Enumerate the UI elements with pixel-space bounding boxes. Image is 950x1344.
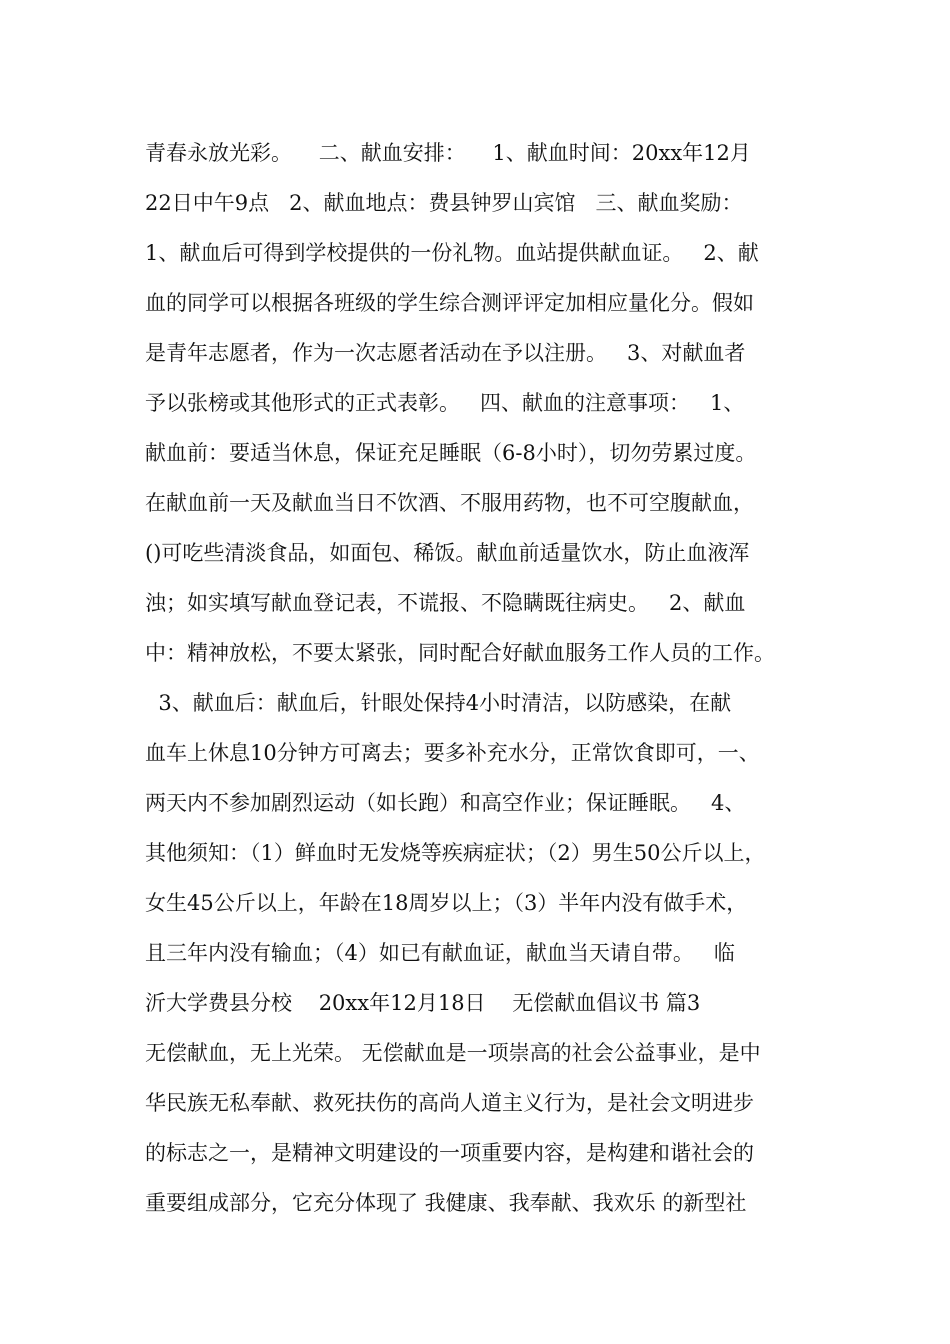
text-line: 血的同学可以根据各班级的学生综合测评评定加相应量化分。假如 <box>145 291 754 315</box>
body-text <box>145 128 835 1228</box>
text-line: 22日中午9点 2、献血地点：费县钟罗山宾馆 三、献血奖励： <box>145 191 743 215</box>
text-line: 1、献血后可得到学校提供的一份礼物。血站提供献血证。 2、献 <box>145 241 759 265</box>
text-line: 重要组成部分，它充分体现了 我健康、我奉献、我欢乐 的新型社 <box>145 1191 747 1215</box>
text-line: 3、献血后：献血后，针眼处保持4小时清洁，以防感染，在献 <box>145 691 732 715</box>
text-line: ()可吃些清淡食品，如面包、稀饭。献血前适量饮水，防止血液浑 <box>145 541 750 565</box>
text-line: 且三年内没有输血；（4）如已有献血证，献血当天请自带。 临 <box>145 941 735 965</box>
text-line: 沂大学费县分校 20xx年12月18日 无偿献血倡议书 篇3 <box>145 991 701 1015</box>
text-line: 女生45公斤以上，年龄在18周岁以上；（3）半年内没有做手术， <box>145 891 748 915</box>
text-line: 献血前：要适当休息，保证充足睡眠（6-8小时），切勿劳累过度。 <box>145 441 757 465</box>
text-line: 两天内不参加剧烈运动（如长跑）和高空作业；保证睡眠。 4、 <box>145 791 746 815</box>
text-line: 是青年志愿者，作为一次志愿者活动在予以注册。 3、对献血者 <box>145 341 746 365</box>
text-line: 在献血前一天及献血当日不饮酒、不服用药物，也不可空腹献血， <box>145 491 754 515</box>
text-line: 浊；如实填写献血登记表，不谎报、不隐瞒既往病史。 2、献血 <box>145 591 746 615</box>
text-line: 的标志之一，是精神文明建设的一项重要内容，是构建和谐社会的 <box>145 1141 754 1165</box>
text-line: 无偿献血，无上光荣。 无偿献血是一项崇高的社会公益事业，是中 <box>145 1041 761 1065</box>
text-line: 青春永放光彩。 二、献血安排： 1、献血时间：20xx年12月 <box>145 141 751 165</box>
text-line: 血车上休息10分钟方可离去；要多补充水分，正常饮食即可，一、 <box>145 741 760 765</box>
text-line: 其他须知：（1）鲜血时无发烧等疾病症状；（2）男生50公斤以上， <box>145 841 766 865</box>
text-line: 华民族无私奉献、救死扶伤的高尚人道主义行为，是社会文明进步 <box>145 1091 754 1115</box>
text-line: 予以张榜或其他形式的正式表彰。 四、献血的注意事项： 1、 <box>145 391 745 415</box>
text-line: 中：精神放松，不要太紧张，同时配合好献血服务工作人员的工作。 <box>145 641 775 665</box>
